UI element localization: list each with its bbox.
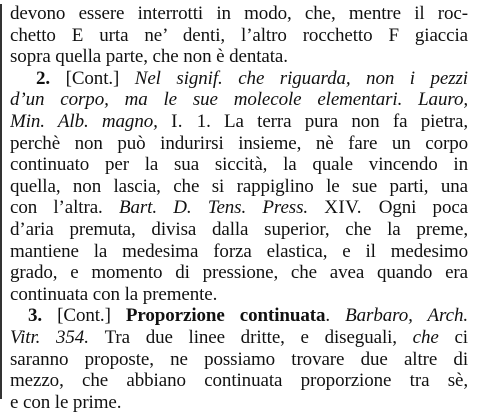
text-run: continuata con la premente. <box>10 283 218 305</box>
text-line <box>10 327 468 349</box>
entry-text-body <box>10 3 468 413</box>
text-run: [Cont.] <box>65 67 135 89</box>
text-line <box>10 392 468 413</box>
text-run: Proporzione continuata <box>125 305 326 327</box>
text-run: quella, non lascia, che si rappiglino le sue parti, una <box>10 175 468 197</box>
text-line <box>10 284 468 306</box>
text-line <box>10 262 468 284</box>
text-line <box>10 197 468 219</box>
text-run: I. <box>171 110 197 132</box>
text-run: 3. <box>28 305 58 327</box>
text-run: che <box>412 326 439 348</box>
text-run: sopra quella parte, che non è dentata. <box>10 46 288 68</box>
text-line <box>10 176 468 198</box>
text-line <box>10 25 468 47</box>
text-line <box>10 370 468 392</box>
text-line <box>10 349 468 371</box>
text-run: 1. La terra pura non fa pietra, <box>196 110 468 132</box>
text-run: devono essere interrotti in modo, che, mentre il roc- <box>10 3 468 24</box>
text-run: [Cont.] <box>57 305 126 327</box>
text-line <box>10 219 468 241</box>
text-run: . <box>325 305 346 327</box>
text-line <box>10 111 468 133</box>
text-line <box>10 241 468 263</box>
text-run: Nel signif. che riguarda, non i pezzi <box>134 67 468 89</box>
text-run: d’un corpo, ma le sue molecole elementari. Lauro, <box>10 89 468 111</box>
left-margin-rule <box>0 4 2 399</box>
text-line <box>10 89 468 111</box>
text-run: 2. <box>36 67 66 89</box>
text-run: mantiene la medesima forza elastica, e il medesimo <box>10 240 468 262</box>
text-run: grado, e momento di pressione, che avea quando era <box>10 262 468 284</box>
text-run: ci <box>438 326 468 348</box>
text-line <box>10 46 468 68</box>
text-run: saranno proposte, ne possiamo trovare due altre di <box>10 348 468 370</box>
text-run: d’aria premuta, divisa dalla superior, che la preme, <box>10 218 468 240</box>
text-run: Bart. D. Tens. Press. <box>118 197 325 219</box>
text-line <box>10 133 468 155</box>
text-run: Ogni poca <box>378 197 468 219</box>
text-line <box>10 154 468 176</box>
text-run: continuato per la sua siccità, la quale vincendo in <box>10 154 468 176</box>
text-line <box>10 305 468 327</box>
text-run: e con le prime. <box>10 391 122 413</box>
text-run: mezzo, che abbiano continuata proporzione tra sè, <box>10 370 468 392</box>
text-run: Min. Alb. magno, <box>10 110 172 132</box>
text-run: con l’altra. <box>10 197 119 219</box>
text-run: perchè non può indurirsi insieme, nè fare un corpo <box>10 132 468 154</box>
text-run: Tra due linee dritte, e diseguali, <box>104 326 413 348</box>
text-run: Barbaro, Arch. <box>345 305 468 327</box>
text-line <box>10 68 468 90</box>
text-run: chetto E urta ne’ denti, l’altro rocchetto F giaccia <box>10 24 468 46</box>
text-run: XIV. <box>324 197 379 219</box>
text-run: Vitr. 354. <box>10 326 105 348</box>
text-line <box>10 3 468 25</box>
